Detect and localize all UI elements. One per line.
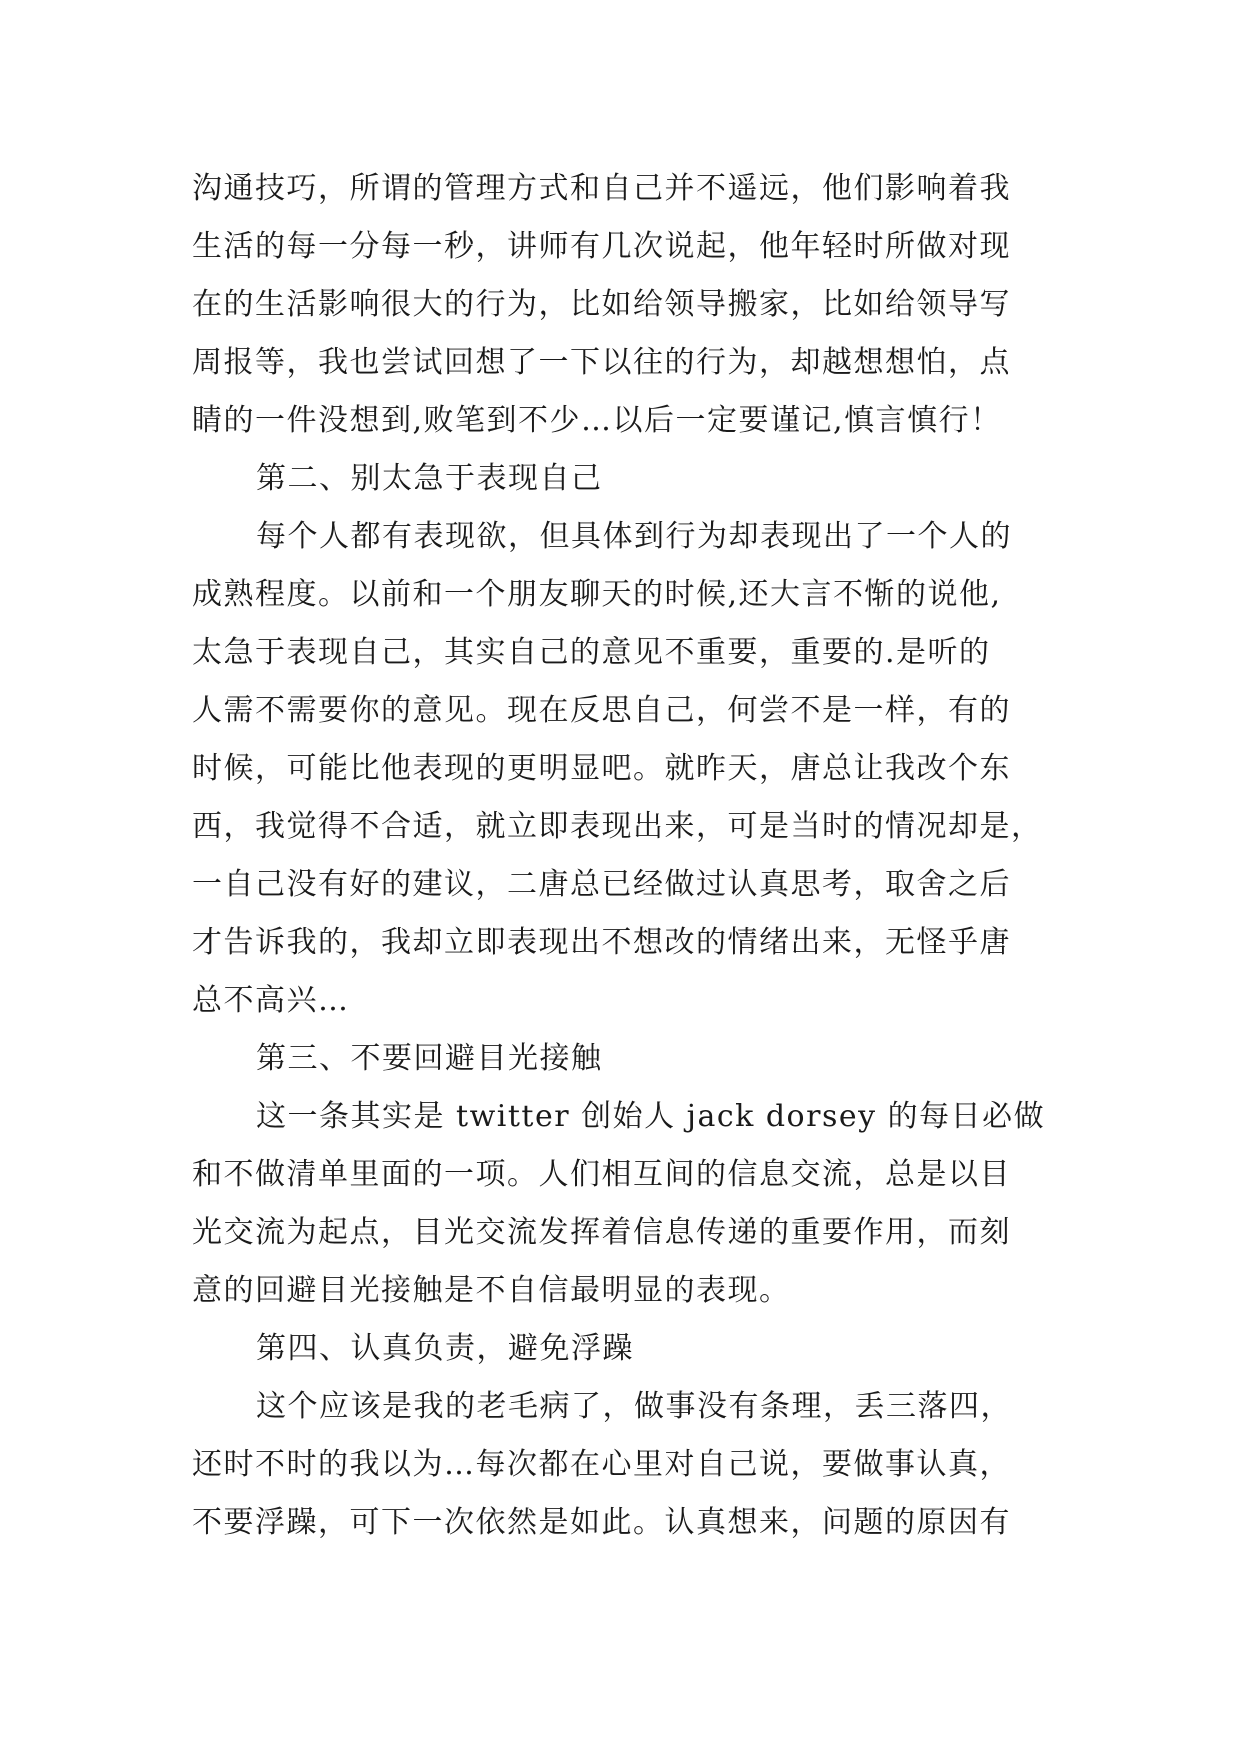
text-line: 这一条其实是 twitter 创始人 jack dorsey 的每日必做 xyxy=(256,1099,1046,1134)
text-line: 和不做清单里面的一项。人们相互间的信息交流，总是以目 xyxy=(192,1157,1011,1192)
text-line: 时候，可能比他表现的更明显吧。就昨天，唐总让我改个东 xyxy=(192,751,1011,786)
text-line: 意的回避目光接触是不自信最明显的表现。 xyxy=(192,1273,791,1308)
text-line: 不要浮躁，可下一次依然是如此。认真想来，问题的原因有 xyxy=(192,1505,1011,1540)
text-line: 还时不时的我以为…每次都在心里对自己说，要做事认真， xyxy=(192,1447,1011,1482)
document-body xyxy=(192,160,1052,1552)
text-line: 才告诉我的，我却立即表现出不想改的情绪出来，无怪乎唐 xyxy=(192,925,1011,960)
text-line: 在的生活影响很大的行为，比如给领导搬家，比如给领导写 xyxy=(192,287,1011,322)
text-line: 睛的一件没想到,败笔到不少…以后一定要谨记,慎言慎行！ xyxy=(192,403,1002,438)
text-line: 生活的每一分每一秒，讲师有几次说起，他年轻时所做对现 xyxy=(192,229,1011,264)
text-line: 第四、认真负责，避免浮躁 xyxy=(256,1331,634,1366)
text-line: 人需不需要你的意见。现在反思自己，何尝不是一样，有的 xyxy=(192,693,1011,728)
text-line: 第二、别太急于表现自己 xyxy=(256,461,603,496)
text-line: 总不高兴… xyxy=(192,983,350,1018)
text-line: 这个应该是我的老毛病了，做事没有条理，丢三落四， xyxy=(256,1389,1012,1424)
text-line: 成熟程度。以前和一个朋友聊天的时候,还大言不惭的说他, xyxy=(192,577,1002,612)
text-line: 沟通技巧，所谓的管理方式和自己并不遥远，他们影响着我 xyxy=(192,171,1011,206)
text-line: 一自己没有好的建议，二唐总已经做过认真思考，取舍之后 xyxy=(192,867,1011,902)
text-line: 每个人都有表现欲，但具体到行为却表现出了一个人的 xyxy=(256,519,1012,554)
text-line: 第三、不要回避目光接触 xyxy=(256,1041,603,1076)
text-line: 太急于表现自己，其实自己的意见不重要，重要的.是听的 xyxy=(192,635,991,670)
text-line: 光交流为起点，目光交流发挥着信息传递的重要作用，而刻 xyxy=(192,1215,1011,1250)
text-line: 周报等，我也尝试回想了一下以往的行为，却越想想怕，点 xyxy=(192,345,1011,380)
text-line: 西，我觉得不合适，就立即表现出来，可是当时的情况却是， xyxy=(192,809,1043,844)
